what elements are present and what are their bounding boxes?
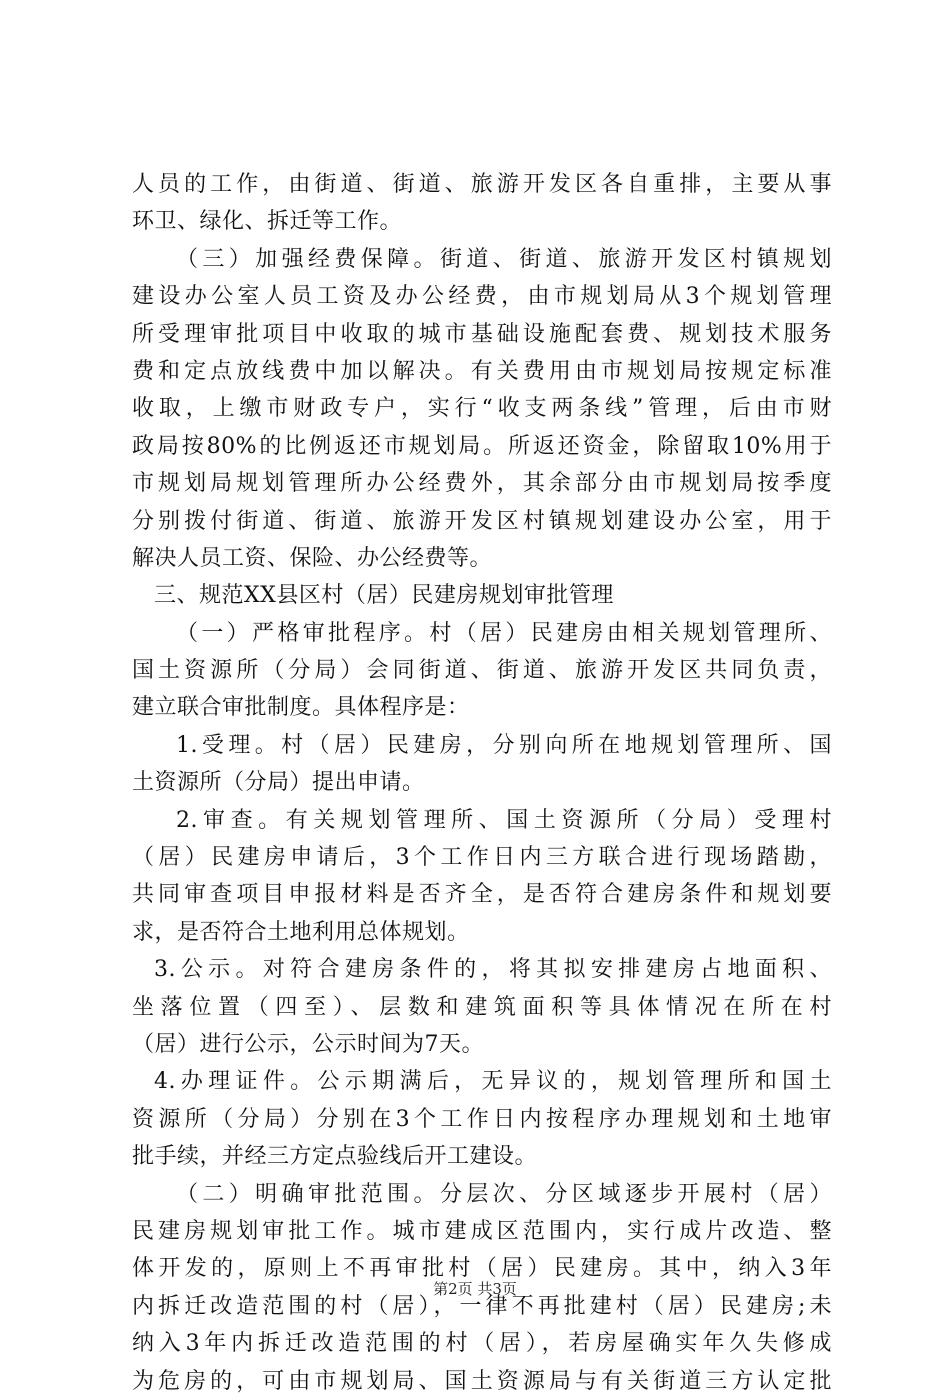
text-line: 资源所（分局）分别在3个工作日内按程序办理规划和土地审	[132, 1106, 832, 1132]
text-line: 建立联合审批制度。具体程序是：	[132, 695, 470, 721]
text-line: 2.审查。有关规划管理所、国土资源所（分局）受理村	[176, 807, 832, 833]
text-line: 4.办理证件。公示期满后，无异议的，规划管理所和国土	[154, 1069, 832, 1095]
page-footer: 第2页 共3页	[433, 1280, 517, 1298]
text-line: （三）加强经费保障。街道、街道、旅游开发区村镇规划	[176, 246, 832, 272]
text-line: 政局按80%的比例返还市规划局。所返还资金，除留取10%用于	[132, 433, 832, 459]
text-line: （二）明确审批范围。分层次、分区域逐步开展村（居）	[176, 1181, 832, 1207]
text-line: 建设办公室人员工资及办公经费，由市规划局从3个规划管理	[132, 284, 832, 310]
text-line: 土资源所（分局）提出申请。	[132, 770, 425, 796]
text-line: 收取，上缴市财政专户，实行“收支两条线”管理，后由市财	[132, 396, 832, 422]
text-line: 解决人员工资、保险、办公经费等。	[132, 545, 493, 571]
text-line: 求，是否符合土地利用总体规划。	[132, 919, 470, 945]
text-line: （一）严格审批程序。村（居）民建房由相关规划管理所、	[176, 620, 832, 646]
text-line: 分别拨付街道、街道、旅游开发区村镇规划建设办公室，用于	[132, 508, 832, 534]
text-line: 环卫、绿化、拆迁等工作。	[132, 209, 403, 235]
text-line: 3.公示。对符合建房条件的，将其拟安排建房占地面积、	[154, 957, 832, 983]
text-line: 批手续，并经三方定点验线后开工建设。	[132, 1144, 538, 1170]
text-line: （居）民建房申请后，3个工作日内三方联合进行现场踏勘，	[132, 845, 832, 871]
text-line: 三、规范XX县区村（居）民建房规划审批管理	[154, 583, 614, 609]
text-line: 市规划局规划管理所办公经费外，其余部分由市规划局按季度	[132, 471, 832, 497]
text-line: 费和定点放线费中加以解决。有关费用由市规划局按规定标准	[132, 358, 832, 384]
document-body	[132, 166, 832, 1400]
text-line: 共同审查项目申报材料是否齐全，是否符合建房条件和规划要	[132, 882, 832, 908]
text-line: 所受理审批项目中收取的城市基础设施配套费、规划技术服务	[132, 321, 832, 347]
text-line: （居）进行公示，公示时间为7天。	[132, 1031, 484, 1057]
text-line: 体开发的，原则上不再审批村（居）民建房。其中，纳入3年	[132, 1256, 832, 1282]
text-line: 内拆迁改造范围的村（居），一律不再批建村（居）民建房;未	[132, 1293, 832, 1319]
text-line: 坐落位置（四至）、层数和建筑面积等具体情况在所在村	[132, 994, 832, 1020]
text-line: 国土资源所（分局）会同街道、街道、旅游开发区共同负责，	[132, 658, 832, 684]
text-line: 1.受理。村（居）民建房，分别向所在地规划管理所、国	[176, 732, 832, 758]
text-line: 纳入3年内拆迁改造范围的村（居），若房屋确实年久失修成	[132, 1331, 832, 1357]
text-line: 为危房的，可由市规划局、国土资源局与有关街道三方认定批	[132, 1368, 832, 1394]
text-line: 民建房规划审批工作。城市建成区范围内，实行成片改造、整	[132, 1218, 832, 1244]
text-line: 人员的工作，由街道、街道、旅游开发区各自重排，主要从事	[132, 172, 832, 197]
